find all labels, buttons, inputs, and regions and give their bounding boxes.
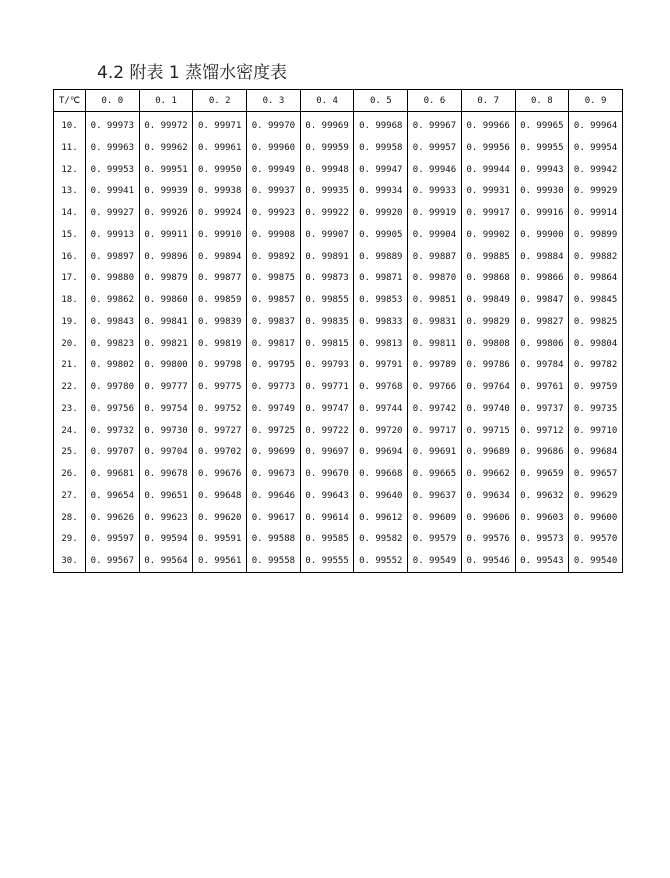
density-cell: 0. 99942 xyxy=(569,159,623,181)
density-cell: 0. 99817 xyxy=(247,333,301,355)
density-cell: 0. 99882 xyxy=(569,246,623,268)
density-cell: 0. 99960 xyxy=(247,137,301,159)
table-row xyxy=(54,333,623,355)
density-cell: 0. 99558 xyxy=(247,550,301,572)
density-cell: 0. 99845 xyxy=(569,289,623,311)
table-header-row xyxy=(54,90,623,112)
table-row xyxy=(54,376,623,398)
density-cell: 0. 99806 xyxy=(515,333,569,355)
header-cell: 0. 3 xyxy=(247,90,301,112)
density-cell: 0. 99808 xyxy=(461,333,515,355)
density-cell: 0. 99784 xyxy=(515,354,569,376)
density-cell: 0. 99684 xyxy=(569,441,623,463)
density-cell: 0. 99742 xyxy=(408,398,462,420)
temperature-cell: 26. xyxy=(54,463,86,485)
density-cell: 0. 99813 xyxy=(354,333,408,355)
density-cell: 0. 99643 xyxy=(300,485,354,507)
density-cell: 0. 99732 xyxy=(86,420,140,442)
density-cell: 0. 99957 xyxy=(408,137,462,159)
density-cell: 0. 99612 xyxy=(354,507,408,529)
density-cell: 0. 99800 xyxy=(139,354,193,376)
header-cell: 0. 6 xyxy=(408,90,462,112)
table-row xyxy=(54,180,623,202)
density-cell: 0. 99759 xyxy=(569,376,623,398)
density-cell: 0. 99771 xyxy=(300,376,354,398)
density-cell: 0. 99887 xyxy=(408,246,462,268)
density-cell: 0. 99937 xyxy=(247,180,301,202)
density-cell: 0. 99795 xyxy=(247,354,301,376)
density-cell: 0. 99964 xyxy=(569,112,623,137)
density-cell: 0. 99552 xyxy=(354,550,408,572)
density-cell: 0. 99543 xyxy=(515,550,569,572)
density-cell: 0. 99691 xyxy=(408,441,462,463)
density-cell: 0. 99944 xyxy=(461,159,515,181)
density-cell: 0. 99870 xyxy=(408,267,462,289)
density-cell: 0. 99919 xyxy=(408,202,462,224)
density-cell: 0. 99626 xyxy=(86,507,140,529)
density-cell: 0. 99889 xyxy=(354,246,408,268)
density-cell: 0. 99804 xyxy=(569,333,623,355)
density-cell: 0. 99821 xyxy=(139,333,193,355)
temperature-cell: 15. xyxy=(54,224,86,246)
density-cell: 0. 99815 xyxy=(300,333,354,355)
density-cell: 0. 99938 xyxy=(193,180,247,202)
density-cell: 0. 99879 xyxy=(139,267,193,289)
table-row xyxy=(54,224,623,246)
table-row xyxy=(54,420,623,442)
density-cell: 0. 99967 xyxy=(408,112,462,137)
density-cell: 0. 99561 xyxy=(193,550,247,572)
density-cell: 0. 99676 xyxy=(193,463,247,485)
density-cell: 0. 99839 xyxy=(193,311,247,333)
density-cell: 0. 99941 xyxy=(86,180,140,202)
table-row xyxy=(54,246,623,268)
temperature-cell: 21. xyxy=(54,354,86,376)
density-cell: 0. 99920 xyxy=(354,202,408,224)
density-cell: 0. 99929 xyxy=(569,180,623,202)
density-cell: 0. 99905 xyxy=(354,224,408,246)
density-cell: 0. 99873 xyxy=(300,267,354,289)
density-cell: 0. 99853 xyxy=(354,289,408,311)
density-cell: 0. 99555 xyxy=(300,550,354,572)
table-row xyxy=(54,528,623,550)
density-cell: 0. 99549 xyxy=(408,550,462,572)
density-cell: 0. 99582 xyxy=(354,528,408,550)
density-cell: 0. 99591 xyxy=(193,528,247,550)
density-cell: 0. 99670 xyxy=(300,463,354,485)
density-cell: 0. 99798 xyxy=(193,354,247,376)
header-cell: 0. 7 xyxy=(461,90,515,112)
density-cell: 0. 99689 xyxy=(461,441,515,463)
density-cell: 0. 99727 xyxy=(193,420,247,442)
density-cell: 0. 99892 xyxy=(247,246,301,268)
density-cell: 0. 99717 xyxy=(408,420,462,442)
density-cell: 0. 99789 xyxy=(408,354,462,376)
density-cell: 0. 99597 xyxy=(86,528,140,550)
density-cell: 0. 99588 xyxy=(247,528,301,550)
density-cell: 0. 99546 xyxy=(461,550,515,572)
density-cell: 0. 99747 xyxy=(300,398,354,420)
density-cell: 0. 99646 xyxy=(247,485,301,507)
density-cell: 0. 99579 xyxy=(408,528,462,550)
density-cell: 0. 99540 xyxy=(569,550,623,572)
density-cell: 0. 99835 xyxy=(300,311,354,333)
density-cell: 0. 99963 xyxy=(86,137,140,159)
density-cell: 0. 99678 xyxy=(139,463,193,485)
density-cell: 0. 99866 xyxy=(515,267,569,289)
density-cell: 0. 99833 xyxy=(354,311,408,333)
density-table xyxy=(53,89,623,573)
density-cell: 0. 99939 xyxy=(139,180,193,202)
temperature-cell: 28. xyxy=(54,507,86,529)
table-row xyxy=(54,289,623,311)
density-cell: 0. 99819 xyxy=(193,333,247,355)
density-cell: 0. 99793 xyxy=(300,354,354,376)
density-cell: 0. 99744 xyxy=(354,398,408,420)
header-cell: 0. 1 xyxy=(139,90,193,112)
density-cell: 0. 99894 xyxy=(193,246,247,268)
density-cell: 0. 99864 xyxy=(569,267,623,289)
density-cell: 0. 99754 xyxy=(139,398,193,420)
density-cell: 0. 99847 xyxy=(515,289,569,311)
density-cell: 0. 99868 xyxy=(461,267,515,289)
density-cell: 0. 99907 xyxy=(300,224,354,246)
temperature-cell: 19. xyxy=(54,311,86,333)
density-cell: 0. 99948 xyxy=(300,159,354,181)
temperature-cell: 18. xyxy=(54,289,86,311)
density-cell: 0. 99823 xyxy=(86,333,140,355)
temperature-cell: 24. xyxy=(54,420,86,442)
density-cell: 0. 99965 xyxy=(515,112,569,137)
density-cell: 0. 99926 xyxy=(139,202,193,224)
density-cell: 0. 99764 xyxy=(461,376,515,398)
density-cell: 0. 99880 xyxy=(86,267,140,289)
density-cell: 0. 99699 xyxy=(247,441,301,463)
density-cell: 0. 99702 xyxy=(193,441,247,463)
density-cell: 0. 99933 xyxy=(408,180,462,202)
table-row xyxy=(54,550,623,572)
header-cell: 0. 4 xyxy=(300,90,354,112)
density-cell: 0. 99911 xyxy=(139,224,193,246)
density-cell: 0. 99570 xyxy=(569,528,623,550)
density-cell: 0. 99614 xyxy=(300,507,354,529)
table-row xyxy=(54,485,623,507)
header-cell: 0. 9 xyxy=(569,90,623,112)
density-cell: 0. 99908 xyxy=(247,224,301,246)
density-cell: 0. 99712 xyxy=(515,420,569,442)
density-cell: 0. 99775 xyxy=(193,376,247,398)
density-cell: 0. 99730 xyxy=(139,420,193,442)
density-cell: 0. 99686 xyxy=(515,441,569,463)
density-cell: 0. 99694 xyxy=(354,441,408,463)
density-cell: 0. 99914 xyxy=(569,202,623,224)
density-cell: 0. 99756 xyxy=(86,398,140,420)
temperature-cell: 16. xyxy=(54,246,86,268)
density-cell: 0. 99654 xyxy=(86,485,140,507)
table-row xyxy=(54,507,623,529)
temperature-cell: 11. xyxy=(54,137,86,159)
density-cell: 0. 99931 xyxy=(461,180,515,202)
density-cell: 0. 99970 xyxy=(247,112,301,137)
density-cell: 0. 99715 xyxy=(461,420,515,442)
density-cell: 0. 99811 xyxy=(408,333,462,355)
density-cell: 0. 99968 xyxy=(354,112,408,137)
table-row xyxy=(54,137,623,159)
density-cell: 0. 99859 xyxy=(193,289,247,311)
density-cell: 0. 99849 xyxy=(461,289,515,311)
density-cell: 0. 99637 xyxy=(408,485,462,507)
density-cell: 0. 99875 xyxy=(247,267,301,289)
density-cell: 0. 99837 xyxy=(247,311,301,333)
temperature-cell: 12. xyxy=(54,159,86,181)
density-cell: 0. 99722 xyxy=(300,420,354,442)
density-cell: 0. 99904 xyxy=(408,224,462,246)
density-cell: 0. 99927 xyxy=(86,202,140,224)
density-cell: 0. 99949 xyxy=(247,159,301,181)
table-row xyxy=(54,441,623,463)
density-cell: 0. 99843 xyxy=(86,311,140,333)
density-cell: 0. 99777 xyxy=(139,376,193,398)
density-cell: 0. 99972 xyxy=(139,112,193,137)
density-cell: 0. 99704 xyxy=(139,441,193,463)
table-row xyxy=(54,267,623,289)
header-cell: 0. 0 xyxy=(86,90,140,112)
density-cell: 0. 99659 xyxy=(515,463,569,485)
density-cell: 0. 99665 xyxy=(408,463,462,485)
header-cell: 0. 2 xyxy=(193,90,247,112)
density-cell: 0. 99855 xyxy=(300,289,354,311)
density-cell: 0. 99681 xyxy=(86,463,140,485)
density-cell: 0. 99924 xyxy=(193,202,247,224)
table-row xyxy=(54,202,623,224)
density-cell: 0. 99923 xyxy=(247,202,301,224)
density-cell: 0. 99749 xyxy=(247,398,301,420)
density-cell: 0. 99913 xyxy=(86,224,140,246)
density-cell: 0. 99962 xyxy=(139,137,193,159)
density-cell: 0. 99657 xyxy=(569,463,623,485)
temperature-cell: 23. xyxy=(54,398,86,420)
density-cell: 0. 99782 xyxy=(569,354,623,376)
density-cell: 0. 99951 xyxy=(139,159,193,181)
density-cell: 0. 99632 xyxy=(515,485,569,507)
density-cell: 0. 99720 xyxy=(354,420,408,442)
density-cell: 0. 99862 xyxy=(86,289,140,311)
density-cell: 0. 99802 xyxy=(86,354,140,376)
temperature-cell: 22. xyxy=(54,376,86,398)
table-row xyxy=(54,463,623,485)
density-cell: 0. 99954 xyxy=(569,137,623,159)
density-cell: 0. 99735 xyxy=(569,398,623,420)
density-cell: 0. 99725 xyxy=(247,420,301,442)
density-cell: 0. 99831 xyxy=(408,311,462,333)
density-cell: 0. 99950 xyxy=(193,159,247,181)
page-title: 4.2 附表 1 蒸馏水密度表 xyxy=(97,63,288,83)
density-cell: 0. 99857 xyxy=(247,289,301,311)
density-cell: 0. 99697 xyxy=(300,441,354,463)
density-cell: 0. 99943 xyxy=(515,159,569,181)
density-cell: 0. 99600 xyxy=(569,507,623,529)
density-cell: 0. 99594 xyxy=(139,528,193,550)
density-cell: 0. 99609 xyxy=(408,507,462,529)
density-cell: 0. 99668 xyxy=(354,463,408,485)
table-row xyxy=(54,159,623,181)
density-cell: 0. 99956 xyxy=(461,137,515,159)
density-cell: 0. 99623 xyxy=(139,507,193,529)
temperature-cell: 10. xyxy=(54,112,86,137)
density-cell: 0. 99947 xyxy=(354,159,408,181)
density-cell: 0. 99673 xyxy=(247,463,301,485)
table-row xyxy=(54,354,623,376)
density-cell: 0. 99567 xyxy=(86,550,140,572)
density-cell: 0. 99634 xyxy=(461,485,515,507)
density-cell: 0. 99953 xyxy=(86,159,140,181)
density-cell: 0. 99662 xyxy=(461,463,515,485)
density-cell: 0. 99930 xyxy=(515,180,569,202)
density-cell: 0. 99780 xyxy=(86,376,140,398)
density-cell: 0. 99603 xyxy=(515,507,569,529)
density-cell: 0. 99902 xyxy=(461,224,515,246)
density-cell: 0. 99851 xyxy=(408,289,462,311)
table-body xyxy=(54,112,623,573)
density-cell: 0. 99620 xyxy=(193,507,247,529)
temperature-cell: 29. xyxy=(54,528,86,550)
density-cell: 0. 99860 xyxy=(139,289,193,311)
temperature-cell: 25. xyxy=(54,441,86,463)
density-cell: 0. 99629 xyxy=(569,485,623,507)
density-cell: 0. 99955 xyxy=(515,137,569,159)
density-cell: 0. 99877 xyxy=(193,267,247,289)
density-cell: 0. 99606 xyxy=(461,507,515,529)
temperature-cell: 27. xyxy=(54,485,86,507)
header-temperature: T/℃ xyxy=(54,90,86,112)
temperature-cell: 20. xyxy=(54,333,86,355)
density-cell: 0. 99573 xyxy=(515,528,569,550)
density-cell: 0. 99973 xyxy=(86,112,140,137)
table-row xyxy=(54,311,623,333)
density-cell: 0. 99958 xyxy=(354,137,408,159)
density-cell: 0. 99900 xyxy=(515,224,569,246)
density-cell: 0. 99773 xyxy=(247,376,301,398)
density-cell: 0. 99761 xyxy=(515,376,569,398)
temperature-cell: 14. xyxy=(54,202,86,224)
density-cell: 0. 99768 xyxy=(354,376,408,398)
density-cell: 0. 99961 xyxy=(193,137,247,159)
density-cell: 0. 99910 xyxy=(193,224,247,246)
temperature-cell: 17. xyxy=(54,267,86,289)
density-cell: 0. 99710 xyxy=(569,420,623,442)
density-cell: 0. 99737 xyxy=(515,398,569,420)
density-cell: 0. 99871 xyxy=(354,267,408,289)
density-cell: 0. 99585 xyxy=(300,528,354,550)
density-cell: 0. 99891 xyxy=(300,246,354,268)
density-cell: 0. 99917 xyxy=(461,202,515,224)
density-cell: 0. 99922 xyxy=(300,202,354,224)
temperature-cell: 13. xyxy=(54,180,86,202)
density-cell: 0. 99884 xyxy=(515,246,569,268)
temperature-cell: 30. xyxy=(54,550,86,572)
density-cell: 0. 99827 xyxy=(515,311,569,333)
density-cell: 0. 99752 xyxy=(193,398,247,420)
density-cell: 0. 99576 xyxy=(461,528,515,550)
density-cell: 0. 99885 xyxy=(461,246,515,268)
density-cell: 0. 99969 xyxy=(300,112,354,137)
density-cell: 0. 99899 xyxy=(569,224,623,246)
density-cell: 0. 99740 xyxy=(461,398,515,420)
density-cell: 0. 99707 xyxy=(86,441,140,463)
header-cell: 0. 5 xyxy=(354,90,408,112)
density-cell: 0. 99648 xyxy=(193,485,247,507)
density-cell: 0. 99829 xyxy=(461,311,515,333)
density-cell: 0. 99946 xyxy=(408,159,462,181)
density-cell: 0. 99791 xyxy=(354,354,408,376)
table-row xyxy=(54,398,623,420)
density-cell: 0. 99841 xyxy=(139,311,193,333)
density-cell: 0. 99617 xyxy=(247,507,301,529)
density-cell: 0. 99916 xyxy=(515,202,569,224)
density-cell: 0. 99640 xyxy=(354,485,408,507)
density-cell: 0. 99934 xyxy=(354,180,408,202)
density-cell: 0. 99766 xyxy=(408,376,462,398)
density-cell: 0. 99651 xyxy=(139,485,193,507)
density-cell: 0. 99786 xyxy=(461,354,515,376)
density-cell: 0. 99825 xyxy=(569,311,623,333)
density-cell: 0. 99896 xyxy=(139,246,193,268)
header-cell: 0. 8 xyxy=(515,90,569,112)
density-cell: 0. 99897 xyxy=(86,246,140,268)
density-cell: 0. 99966 xyxy=(461,112,515,137)
table-row xyxy=(54,112,623,137)
density-cell: 0. 99935 xyxy=(300,180,354,202)
density-cell: 0. 99564 xyxy=(139,550,193,572)
density-cell: 0. 99959 xyxy=(300,137,354,159)
density-cell: 0. 99971 xyxy=(193,112,247,137)
